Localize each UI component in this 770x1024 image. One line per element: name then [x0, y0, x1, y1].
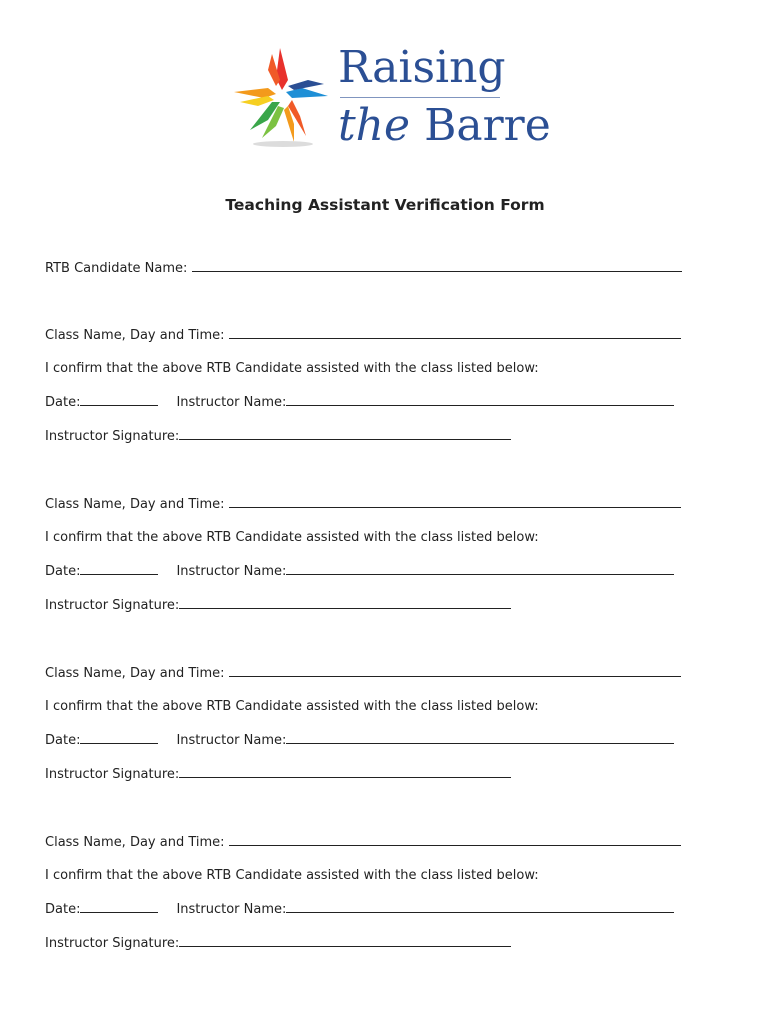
class-row [45, 495, 681, 514]
signature-label: Instructor Signature: [45, 598, 180, 613]
instructor-name-field[interactable] [286, 562, 674, 575]
signature-field[interactable] [179, 596, 511, 609]
signature-row [45, 765, 511, 784]
date-instructor-row [45, 562, 674, 581]
date-field[interactable] [80, 731, 158, 744]
logo-text-barre: Barre [424, 100, 551, 151]
instructor-name-label: Instructor Name: [176, 733, 287, 748]
confirm-text: I confirm that the above RTB Candidate assisted with the class listed below: [45, 699, 539, 714]
signature-row [45, 596, 511, 615]
date-label: Date: [45, 902, 81, 917]
date-label: Date: [45, 733, 81, 748]
instructor-name-label: Instructor Name: [176, 564, 287, 579]
class-field[interactable] [229, 664, 681, 677]
logo-text-raising: Raising [338, 42, 506, 93]
date-label: Date: [45, 395, 81, 410]
class-field[interactable] [229, 326, 681, 339]
raising-the-barre-logo [228, 40, 551, 160]
signature-row [45, 427, 511, 446]
instructor-name-label: Instructor Name: [176, 395, 287, 410]
class-field[interactable] [229, 495, 681, 508]
signature-label: Instructor Signature: [45, 767, 180, 782]
signature-field[interactable] [179, 765, 511, 778]
instructor-name-field[interactable] [286, 393, 674, 406]
instructor-name-label: Instructor Name: [176, 902, 287, 917]
signature-label: Instructor Signature: [45, 936, 180, 951]
logo-text-the: the [338, 100, 411, 151]
class-label: Class Name, Day and Time: [45, 328, 225, 343]
date-field[interactable] [80, 900, 158, 913]
confirm-text: I confirm that the above RTB Candidate assisted with the class listed below: [45, 530, 539, 545]
class-row [45, 326, 681, 345]
class-field[interactable] [229, 833, 681, 846]
signature-label: Instructor Signature: [45, 429, 180, 444]
date-label: Date: [45, 564, 81, 579]
date-field[interactable] [80, 562, 158, 575]
confirm-text: I confirm that the above RTB Candidate assisted with the class listed below: [45, 868, 539, 883]
candidate-name-field[interactable] [192, 259, 682, 272]
date-instructor-row [45, 731, 674, 750]
candidate-name-label: RTB Candidate Name: [45, 261, 188, 276]
date-field[interactable] [80, 393, 158, 406]
confirm-text: I confirm that the above RTB Candidate assisted with the class listed below: [45, 361, 539, 376]
class-row [45, 833, 681, 852]
instructor-name-field[interactable] [286, 900, 674, 913]
logo-divider [340, 97, 500, 98]
logo-text-the-barre [338, 100, 551, 152]
candidate-name-row [45, 259, 682, 278]
signature-field[interactable] [179, 934, 511, 947]
class-label: Class Name, Day and Time: [45, 835, 225, 850]
date-instructor-row [45, 900, 674, 919]
form-title: Teaching Assistant Verification Form [225, 196, 545, 214]
signature-field[interactable] [179, 427, 511, 440]
class-label: Class Name, Day and Time: [45, 497, 225, 512]
date-instructor-row [45, 393, 674, 412]
class-label: Class Name, Day and Time: [45, 666, 225, 681]
pinwheel-logo-icon [228, 40, 338, 150]
class-row [45, 664, 681, 683]
signature-row [45, 934, 511, 953]
instructor-name-field[interactable] [286, 731, 674, 744]
